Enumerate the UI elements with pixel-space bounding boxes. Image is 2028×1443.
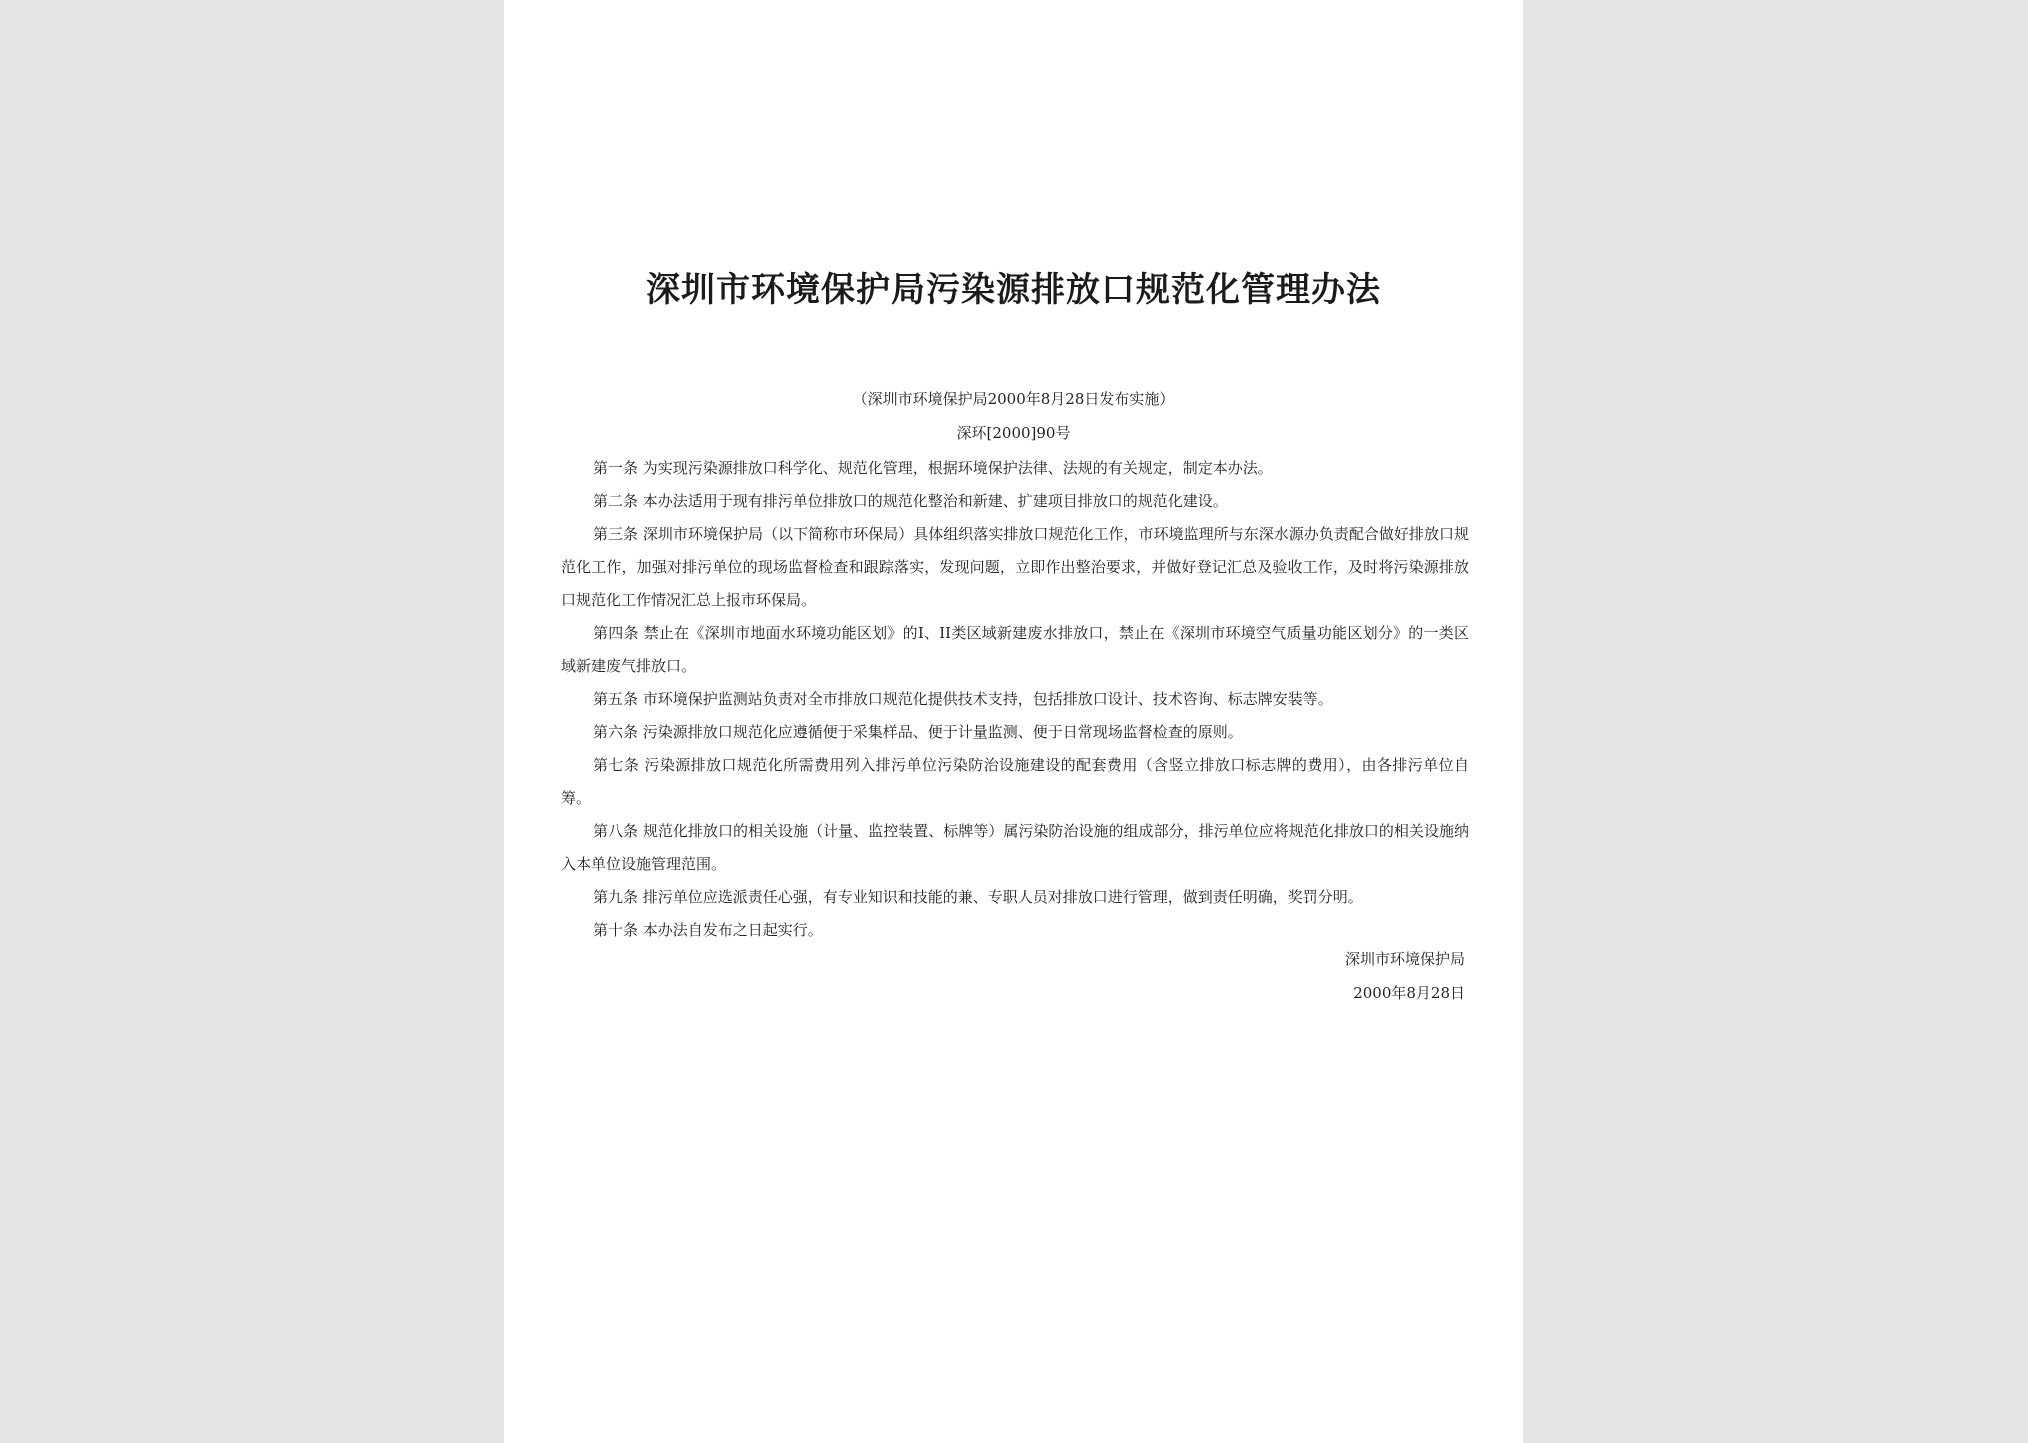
document-page (504, 0, 1523, 1443)
document-number: 深环[2000]90号 (956, 424, 1071, 442)
signature-organization: 深圳市环境保护局 (1344, 950, 1465, 968)
article-9: 第九条 排污单位应选派责任心强，有专业知识和技能的兼、专职人员对排放口进行管理，做到责任明确，奖罚分明。 (593, 888, 1363, 906)
article-1: 第一条 为实现污染源排放口科学化、规范化管理，根据环境保护法律、法规的有关规定，制定本办法。 (593, 459, 1273, 477)
article-3: 第三条 深圳市环境保护局（以下简称市环保局）具体组织落实排放口规范化工作，市环境监理所与东深水源办负责配合做好排放口规范化工作，加强对排污单位的现场监督检查和跟踪落实，发现问题，立即作出整治要求，并做好登记汇总及验收工作，及时将污染源排放口规范化工作情况汇总上报市环保局。 (561, 525, 1469, 609)
article-7: 第七条 污染源排放口规范化所需费用列入排污单位污染防治设施建设的配套费用（含竖立排放口标志牌的费用），由各排污单位自筹。 (561, 756, 1469, 807)
article-4: 第四条 禁止在《深圳市地面水环境功能区划》的I、II类区域新建废水排放口，禁止在《深圳市环境空气质量功能区划分》的一类区域新建废气排放口。 (561, 624, 1469, 675)
article-6: 第六条 污染源排放口规范化应遵循便于采集样品、便于计量监测、便于日常现场监督检查的原则。 (593, 723, 1243, 741)
document-body (561, 452, 1469, 947)
article-2: 第二条 本办法适用于现有排污单位排放口的规范化整治和新建、扩建项目排放口的规范化建设。 (593, 492, 1228, 510)
article-10: 第十条 本办法自发布之日起实行。 (593, 921, 823, 939)
publication-note: （深圳市环境保护局2000年8月28日发布实施） (852, 390, 1175, 408)
document-title: 深圳市环境保护局污染源排放口规范化管理办法 (646, 270, 1381, 310)
signature-date: 2000年8月28日 (1353, 984, 1465, 1002)
article-8: 第八条 规范化排放口的相关设施（计量、监控装置、标牌等）属污染防治设施的组成部分，排污单位应将规范化排放口的相关设施纳入本单位设施管理范围。 (561, 822, 1469, 873)
article-5: 第五条 市环境保护监测站负责对全市排放口规范化提供技术支持，包括排放口设计、技术咨询、标志牌安装等。 (593, 690, 1333, 708)
